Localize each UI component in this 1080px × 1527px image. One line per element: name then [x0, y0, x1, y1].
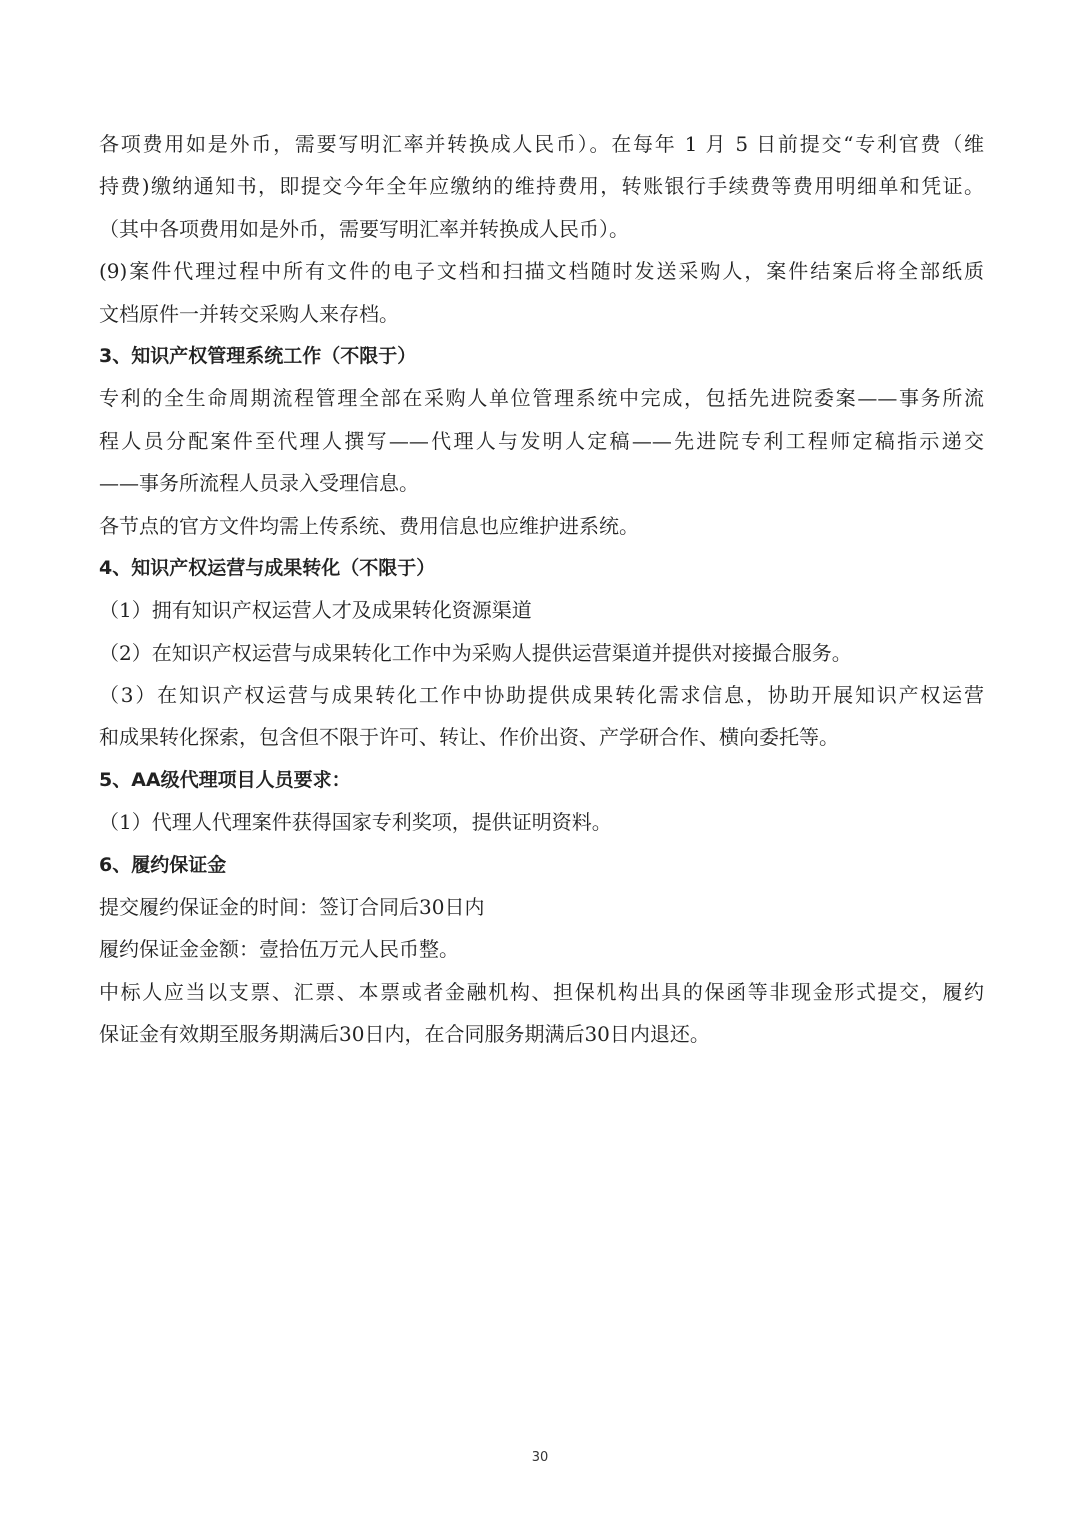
- body-line: 各项费用如是外币，需要写明汇率并转换成人民币）。在每年 1 月 5 日前提交“专利官费（维: [99, 132, 984, 156]
- body-line: （1）拥有知识产权运营人才及成果转化资源渠道: [99, 598, 532, 623]
- body-line: （其中各项费用如是外币，需要写明汇率并转换成人民币）。: [99, 216, 629, 241]
- body-line: (9)案件代理过程中所有文件的电子文档和扫描文档随时发送采购人，案件结案后将全部纸质: [99, 259, 984, 284]
- body-line: 和成果转化探索，包含但不限于许可、转让、作价出资、产学研合作、横向委托等。: [99, 725, 839, 750]
- section-heading: 3、知识产权管理系统工作（不限于）: [99, 344, 417, 367]
- body-line: （1）代理人代理案件获得国家专利奖项，提供证明资料。: [99, 810, 612, 835]
- body-line: ——事务所流程人员录入受理信息。: [99, 471, 419, 496]
- body-line: 提交履约保证金的时间：签订合同后30日内: [99, 895, 485, 920]
- body-line: （2）在知识产权运营与成果转化工作中为采购人提供运营渠道并提供对接撮合服务。: [99, 640, 852, 665]
- body-line: 中标人应当以支票、汇票、本票或者金融机构、担保机构出具的保函等非现金形式提交，履约: [99, 979, 984, 1004]
- section-heading: 4、知识产权运营与成果转化（不限于）: [99, 556, 436, 579]
- page-number: 30: [531, 1450, 549, 1465]
- section-heading: 6、履约保证金: [99, 853, 227, 876]
- document-body: [99, 123, 984, 1056]
- body-line: 保证金有效期至服务期满后30日内，在合同服务期满后30日内退还。: [99, 1022, 710, 1047]
- body-line: 专利的全生命周期流程管理全部在采购人单位管理系统中完成，包括先进院委案——事务所流: [99, 386, 984, 411]
- body-line: 履约保证金金额：壹拾伍万元人民币整。: [99, 937, 459, 962]
- section-heading: 5、AA级代理项目人员要求：: [99, 768, 351, 791]
- body-line: 程人员分配案件至代理人撰写——代理人与发明人定稿——先进院专利工程师定稿指示递交: [99, 428, 984, 453]
- body-line: 持费)缴纳通知书，即提交今年全年应缴纳的维持费用，转账银行手续费等费用明细单和凭证。: [99, 174, 984, 199]
- body-line: （3）在知识产权运营与成果转化工作中协助提供成果转化需求信息，协助开展知识产权运营: [99, 683, 984, 708]
- body-line: 各节点的官方文件均需上传系统、费用信息也应维护进系统。: [99, 513, 639, 538]
- body-line: 文档原件一并转交采购人来存档。: [99, 301, 399, 326]
